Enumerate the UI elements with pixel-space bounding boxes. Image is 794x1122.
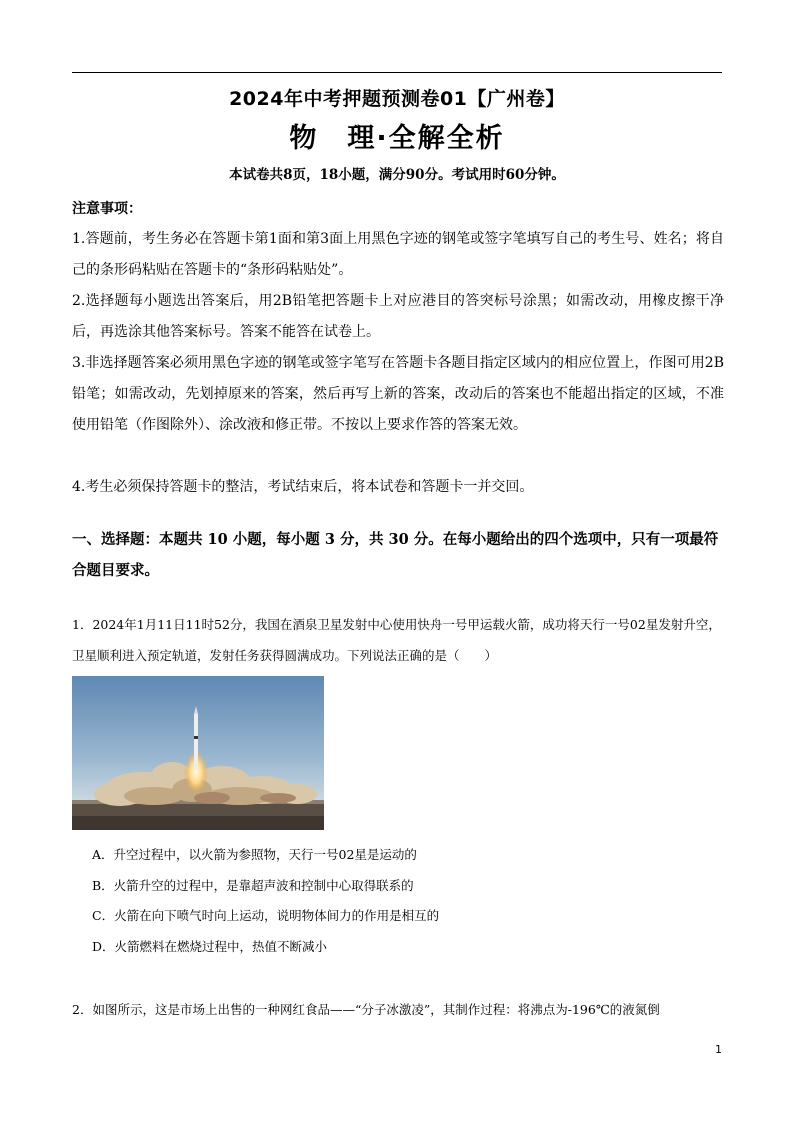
question-1-option-a: A．升空过程中，以火箭为参照物，天行一号02星是运动的 [92, 847, 417, 862]
question-2-stem: 2．如图所示，这是市场上出售的一种网红食品——“分子冰激凌”，其制作过程：将沸点为-196℃的液氮倒 [72, 1002, 660, 1017]
question-1-option-d: D．火箭燃料在燃烧过程中，热值不断减小 [92, 939, 328, 954]
question-1-option-c: C．火箭在向下喷气时向上运动，说明物体间力的作用是相互的 [92, 908, 440, 923]
section-heading: 一、选择题：本题共 10 小题，每小题 3 分，共 30 分。在每小题给出的四个选项中，只有一项最符合题目要求。 [72, 531, 719, 579]
note-item-4: 4.考生必须保持答题卡的整洁，考试结束后，将本试卷和答题卡一并交回。 [72, 479, 534, 495]
note-item-1: 1.答题前，考生务必在答题卡第1面和第3面上用黑色字迹的钢笔或签字笔填写自己的考生号、姓名；将自己的条形码粘贴在答题卡的“条形码粘贴处”。 [72, 231, 724, 278]
page-number: 1 [715, 1043, 722, 1056]
exam-subject-title: 物 理·全解全析 [289, 123, 505, 154]
top-rule [72, 72, 722, 73]
exam-info: 本试卷共8页，18小题，满分90分。考试用时60分钟。 [229, 167, 565, 183]
question-1-stem: 1．2024年1月11日11时52分，我国在酒泉卫星发射中心使用快舟一号甲运载火箭，成功将天行一号02星发射升空，卫星顺利进入预定轨道，发射任务获得圆满成功。下列说法正确的是（ ） [72, 617, 721, 663]
note-item-3: 3.非选择题答案必须用黑色字迹的钢笔或签字笔写在答题卡各题目指定区域内的相应位置上，作图可用2B铅笔；如需改动，先划掉原来的答案，然后再写上新的答案，改动后的答案也不能超出指定的区域，不准使用铅笔（作图除外）、涂改液和修正带。不按以上要求作答的答案无效。 [72, 355, 724, 433]
rocket-launch-photo [72, 676, 324, 830]
exam-title: 2024年中考押题预测卷01【广州卷】 [229, 88, 565, 110]
notes-heading: 注意事项： [72, 201, 142, 217]
note-item-2: 2.选择题每小题选出答案后，用2B铅笔把答题卡上对应港目的答突标号涂黑；如需改动，用橡皮擦干净后，再选涂其他答案标号。答案不能答在试卷上。 [72, 293, 724, 340]
question-1-option-b: B．火箭升空的过程中，是靠超声波和控制中心取得联系的 [92, 878, 414, 893]
